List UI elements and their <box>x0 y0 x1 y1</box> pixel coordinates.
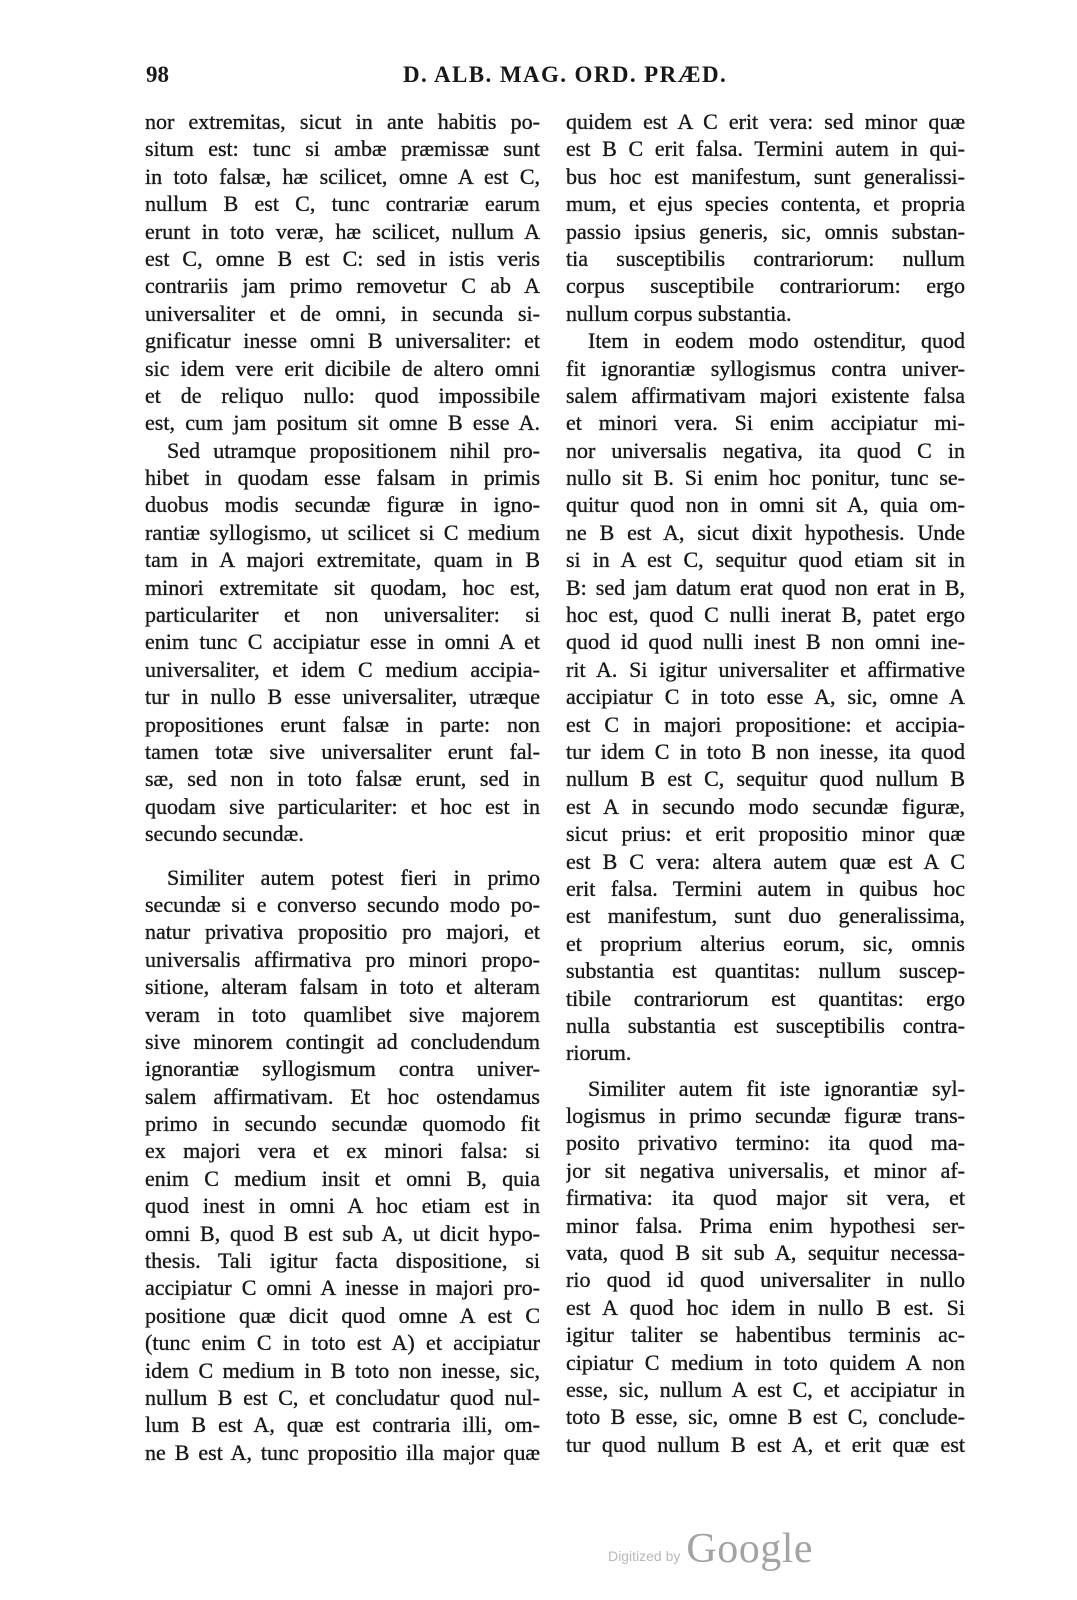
text-line: idem C medium in B toto non inesse, sic, <box>145 1357 540 1383</box>
text-line: jor sit negativa universalis, et minor af- <box>566 1157 965 1183</box>
text-line: tur quod nullum B est A, et erit quæ est <box>566 1431 965 1457</box>
text-line: propositiones erunt falsæ in parte: non <box>145 711 540 737</box>
text-line: Item in eodem modo ostenditur, quod <box>588 328 965 354</box>
text-line: tam in A majori extremitate, quam in B <box>145 547 540 573</box>
text-line: nullum B est C, et concludatur quod nul- <box>145 1384 540 1410</box>
text-line: nullo sit B. Si enim hoc ponitur, tunc se- <box>566 465 965 491</box>
text-line: salem affirmativam majori existente falsa <box>566 382 965 408</box>
text-line: est A in secundo modo secundæ figuræ, <box>566 793 965 819</box>
text-line: substantia est quantitas: nullum suscep- <box>566 958 965 984</box>
paragraph <box>145 864 540 1467</box>
text-line: sicut prius: et erit propositio minor quæ <box>566 821 965 847</box>
text-line: toto B esse, sic, omne B est C, conclude- <box>566 1404 965 1430</box>
paragraph <box>145 437 540 848</box>
text-line: si in A est C, sequitur quod etiam sit in <box>566 547 965 573</box>
text-line: (tunc enim C in toto est A) et accipiatur <box>145 1330 540 1356</box>
text-line: quodam sive particulariter: et hoc est in <box>145 793 540 819</box>
text-line: nulla substantia est susceptibilis contra- <box>566 1012 965 1038</box>
text-line: tia susceptibilis contrariorum: nullum <box>566 245 965 271</box>
running-title: D. ALB. MAG. ORD. PRÆD. <box>403 62 728 87</box>
text-line: et de reliquo nullo: quod impossibile <box>145 382 540 408</box>
text-line: firmativa: ita quod major sit vera, et <box>566 1185 965 1211</box>
text-line: Similiter autem fit iste ignorantiæ syl- <box>588 1075 965 1101</box>
text-line: natur privativa propositio pro majori, et <box>145 919 540 945</box>
text-line: quod inest in omni A hoc etiam est in <box>145 1193 540 1219</box>
text-line: gnificatur inesse omni B universaliter: et <box>145 328 540 354</box>
text-line: cipiatur C medium in toto quidem A non <box>566 1349 965 1375</box>
text-line: hoc est, quod C nulli inerat B, patet ergo <box>566 602 965 628</box>
text-line: sive minorem contingit ad concludendum <box>145 1028 540 1054</box>
text-line: Sed utramque propositionem nihil pro- <box>167 437 540 463</box>
text-line: in toto falsæ, hæ scilicet, omne A est C, <box>145 163 540 189</box>
text-line: rantiæ syllogismo, ut scilicet si C medium <box>145 519 540 545</box>
text-line: nor universalis negativa, ita quod C in <box>566 437 965 463</box>
text-line: est C, omne B est C: sed in istis veris <box>145 245 540 271</box>
paragraph <box>145 108 540 437</box>
right-column <box>566 108 965 1458</box>
text-line: veram in toto quamlibet sive majorem <box>145 1001 540 1027</box>
text-line: est C in majori propositione: et accipia- <box>566 711 965 737</box>
text-line: mum, et ejus species contenta, et propria <box>566 191 965 217</box>
text-line: tibile contrariorum est quantitas: ergo <box>566 985 965 1011</box>
text-line: est, cum jam positum sit omne B esse A. <box>145 410 540 436</box>
text-line: positione quæ dicit quod omne A est C <box>145 1302 540 1328</box>
text-line: esse, sic, nullum A est C, et accipiatur in <box>566 1376 965 1402</box>
text-line: quitur quod non in omni sit A, quia om- <box>566 492 965 518</box>
text-line: rio quod id quod universaliter in nullo <box>566 1267 965 1293</box>
text-line: particulariter et non universaliter: si <box>145 602 540 628</box>
paragraph <box>566 1075 965 1458</box>
text-line: lum B est A, quæ est contraria illi, om- <box>145 1412 540 1438</box>
text-line: corpus susceptibile contrariorum: ergo <box>566 273 965 299</box>
text-line: sæ, sed non in toto falsæ erunt, sed in <box>145 766 540 792</box>
left-column <box>145 108 540 1466</box>
text-line: nullum B est C, tunc contrariæ earum <box>145 191 540 217</box>
text-line: sitione, alteram falsam in toto et alteram <box>145 974 540 1000</box>
text-line: secundæ si e converso secundo modo po- <box>145 891 540 917</box>
text-line: posito privativo termino: ita quod ma- <box>566 1130 965 1156</box>
text-line: est A quod hoc idem in nullo B est. Si <box>566 1294 965 1320</box>
digitization-watermark <box>608 1522 813 1572</box>
text-line: hibet in quodam esse falsam in primis <box>145 465 540 491</box>
page-number: 98 <box>146 62 169 87</box>
text-line: secundo secundæ. <box>145 821 304 847</box>
text-line: ignorantiæ syllogismum contra univer- <box>145 1056 540 1082</box>
text-line: nullum B est C, sequitur quod nullum B <box>566 766 965 792</box>
text-line: ex majori vera et ex minori falsa: si <box>145 1138 540 1164</box>
text-line: minori extremitate sit quodam, hoc est, <box>145 574 540 600</box>
text-line: ne B est A, tunc propositio illa major quæ <box>145 1439 540 1465</box>
text-line: omni B, quod B est sub A, ut dicit hypo- <box>145 1220 540 1246</box>
text-line: nor extremitas, sicut in ante habitis po- <box>145 109 540 134</box>
text-line: quod id quod nulli inest B non omni ine- <box>566 629 965 655</box>
text-line: est B C erit falsa. Termini autem in qui- <box>566 136 965 162</box>
text-line: logismus in primo secundæ figuræ trans- <box>566 1103 965 1129</box>
text-line: B: sed jam datum erat quod non erat in B, <box>566 574 965 600</box>
text-line: rit A. Si igitur universaliter et affirmative <box>566 656 965 682</box>
text-line: ne B est A, sicut dixit hypothesis. Unde <box>566 519 965 545</box>
paragraph <box>566 327 965 1067</box>
digitized-by-label: Digitized by <box>608 1548 681 1564</box>
text-line: tamen totæ sive universaliter erunt fal- <box>145 738 540 764</box>
text-line: riorum. <box>566 1040 632 1066</box>
google-logo: Google <box>686 1526 814 1572</box>
text-line: nullum corpus substantia. <box>566 300 792 326</box>
text-line: sic idem vere erit dicibile de altero omni <box>145 355 540 381</box>
text-line: situm est: tunc si ambæ præmissæ sunt <box>145 136 540 162</box>
text-line: erit falsa. Termini autem in quibus hoc <box>566 875 965 901</box>
text-line: thesis. Tali igitur facta dispositione, si <box>145 1248 540 1274</box>
text-line: tur in nullo B esse universaliter, utræque <box>145 684 540 710</box>
text-line: duobus modis secundæ figuræ in igno- <box>145 492 540 518</box>
text-line: passio ipsius generis, sic, omnis substan- <box>566 218 965 244</box>
text-line: vata, quod B sit sub A, sequitur necessa- <box>566 1240 965 1266</box>
text-line: bus hoc est manifestum, sunt generalissi- <box>566 163 965 189</box>
text-line: salem affirmativam. Et hoc ostendamus <box>145 1083 540 1109</box>
paragraph <box>566 108 965 327</box>
text-line: et proprium alterius eorum, sic, omnis <box>566 930 965 956</box>
text-line: fit ignorantiæ syllogismus contra univer- <box>566 355 965 381</box>
text-line: universalis affirmativa pro minori propo- <box>145 946 540 972</box>
text-line: primo in secundo secundæ quomodo fit <box>145 1111 540 1137</box>
text-line: enim tunc C accipiatur esse in omni A et <box>145 629 540 655</box>
text-line: est manifestum, sunt duo generalissima, <box>566 903 965 929</box>
text-line: et minori vera. Si enim accipiatur mi- <box>566 410 965 436</box>
text-line: accipiatur C omni A inesse in majori pro- <box>145 1275 540 1301</box>
text-line: est B C vera: altera autem quæ est A C <box>566 848 965 874</box>
text-line: erunt in toto veræ, hæ scilicet, nullum A <box>145 218 540 244</box>
text-line: universaliter, et idem C medium accipia- <box>145 656 540 682</box>
text-line: tur idem C in toto B non inesse, ita quod <box>566 738 965 764</box>
text-line: contrariis jam primo removetur C ab A <box>145 273 540 299</box>
text-line: enim C medium insit et omni B, quia <box>145 1165 540 1191</box>
text-line: igitur taliter se habentibus terminis ac- <box>566 1322 965 1348</box>
text-line: universaliter et de omni, in secunda si- <box>145 300 540 326</box>
text-line: minor falsa. Prima enim hypothesi ser- <box>566 1212 965 1238</box>
text-line: Similiter autem potest fieri in primo <box>167 864 540 890</box>
text-line: accipiatur C in toto esse A, sic, omne A <box>566 684 965 710</box>
text-line: quidem est A C erit vera: sed minor quæ <box>566 109 965 134</box>
